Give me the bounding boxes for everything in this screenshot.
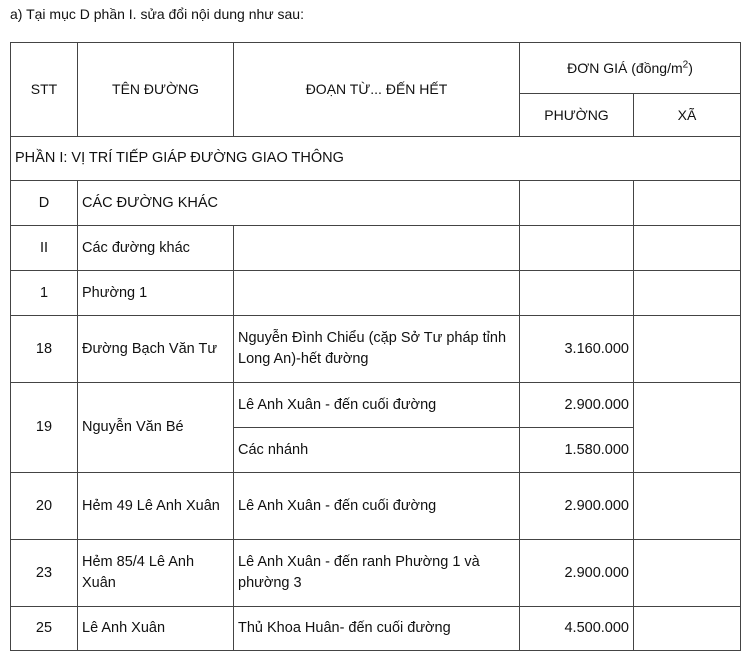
group-name: Các đường khác — [78, 226, 234, 271]
header-unit-price-text: ĐƠN GIÁ (đồng/m — [567, 59, 683, 76]
row-stt: 25 — [11, 607, 78, 651]
table-row — [11, 607, 741, 651]
header-commune: XÃ — [634, 94, 741, 137]
row-stt: 23 — [11, 540, 78, 607]
row-segment: Lê Anh Xuân - đến ranh Phường 1 và phường 3 — [234, 540, 520, 607]
land-price-table — [10, 42, 741, 651]
row-commune-price — [634, 540, 741, 607]
row-street-name: Đường Bạch Văn Tư — [78, 316, 234, 383]
row-ward-price: 3.160.000 — [520, 316, 634, 383]
row-stt: 18 — [11, 316, 78, 383]
row-ward-price: 2.900.000 — [520, 383, 634, 428]
group-row-ii — [11, 226, 741, 271]
empty-cell — [634, 226, 741, 271]
row-ward-price: 1.580.000 — [520, 428, 634, 473]
table-row — [11, 540, 741, 607]
group-stt: 1 — [11, 271, 78, 316]
row-commune-price — [634, 607, 741, 651]
group-stt: D — [11, 181, 78, 226]
table-row — [11, 473, 741, 540]
row-ward-price: 4.500.000 — [520, 607, 634, 651]
empty-cell — [520, 271, 634, 316]
row-segment: Nguyễn Đình Chiểu (cặp Sở Tư pháp tỉnh Long An)-hết đường — [234, 316, 520, 383]
row-segment: Lê Anh Xuân - đến cuối đường — [234, 383, 520, 428]
header-unit-price-close: ) — [688, 59, 693, 76]
empty-cell — [234, 271, 520, 316]
group-name: CÁC ĐƯỜNG KHÁC — [78, 181, 520, 226]
header-street-name: TÊN ĐƯỜNG — [78, 43, 234, 137]
header-stt: STT — [11, 43, 78, 137]
row-commune-price — [634, 383, 741, 473]
row-segment: Các nhánh — [234, 428, 520, 473]
row-segment: Thủ Khoa Huân- đến cuối đường — [234, 607, 520, 651]
header-unit-price — [520, 43, 741, 94]
group-name: Phường 1 — [78, 271, 234, 316]
group-row-d — [11, 181, 741, 226]
empty-cell — [634, 181, 741, 226]
section-row — [11, 137, 741, 181]
empty-cell — [520, 181, 634, 226]
section-title: PHẦN I: VỊ TRÍ TIẾP GIÁP ĐƯỜNG GIAO THÔNG — [11, 137, 741, 181]
table-header-row — [11, 43, 741, 94]
header-unit-price-sup: 2 — [682, 58, 689, 70]
group-row-1 — [11, 271, 741, 316]
row-street-name: Hẻm 49 Lê Anh Xuân — [78, 473, 234, 540]
header-ward: PHƯỜNG — [520, 94, 634, 137]
row-stt: 19 — [11, 383, 78, 473]
empty-cell — [234, 226, 520, 271]
row-stt: 20 — [11, 473, 78, 540]
table-row — [11, 383, 741, 428]
row-street-name: Nguyễn Văn Bé — [78, 383, 234, 473]
row-commune-price — [634, 473, 741, 540]
row-segment: Lê Anh Xuân - đến cuối đường — [234, 473, 520, 540]
empty-cell — [520, 226, 634, 271]
intro-text: a) Tại mục D phần I. sửa đổi nội dung như sau: — [10, 6, 304, 22]
table-row — [11, 316, 741, 383]
row-street-name: Lê Anh Xuân — [78, 607, 234, 651]
empty-cell — [634, 271, 741, 316]
header-segment: ĐOẠN TỪ... ĐẾN HẾT — [234, 43, 520, 137]
row-commune-price — [634, 316, 741, 383]
row-ward-price: 2.900.000 — [520, 473, 634, 540]
row-street-name: Hẻm 85/4 Lê Anh Xuân — [78, 540, 234, 607]
group-stt: II — [11, 226, 78, 271]
row-ward-price: 2.900.000 — [520, 540, 634, 607]
